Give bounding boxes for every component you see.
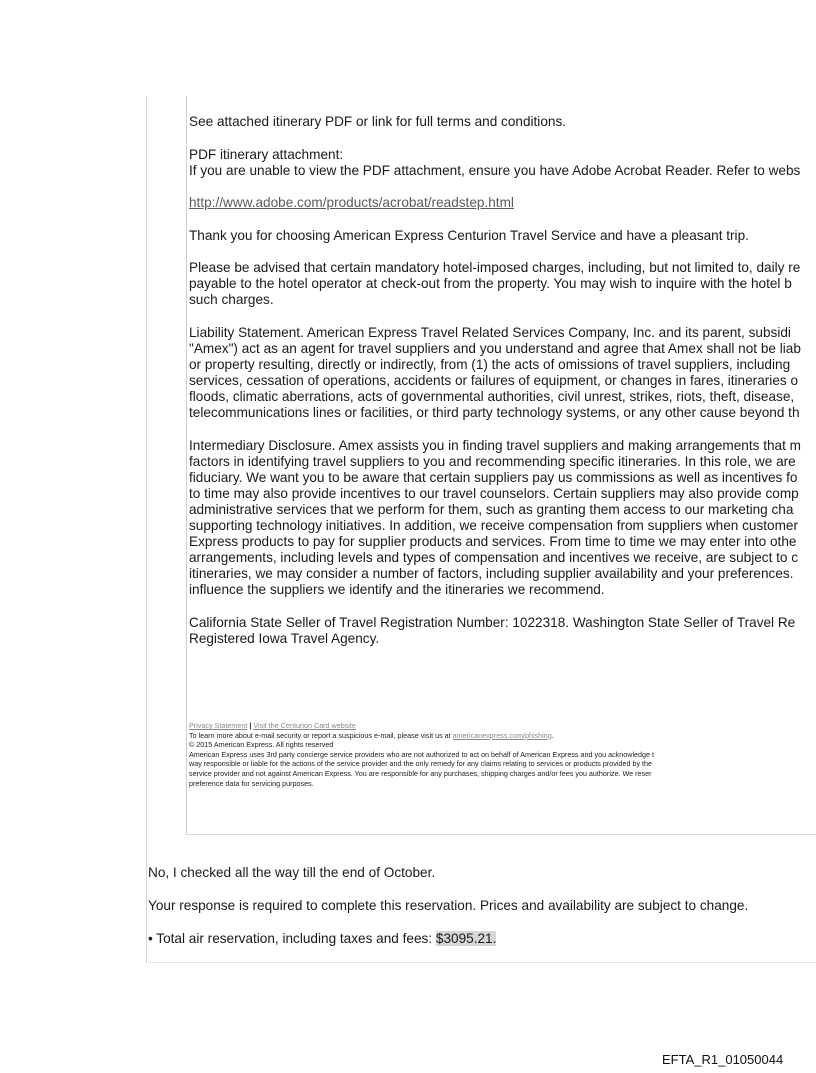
total-air-reservation-item xyxy=(148,931,496,947)
document-id: EFTA_R1_01050044 xyxy=(662,1052,784,1067)
total-amount: $3095.21. xyxy=(435,931,497,946)
liability-line-4: services, cessation of operations, accidents or failures of equipment, or changes in fares, itineraries o xyxy=(189,373,799,388)
intermediary-line-4: to time may also provide incentives to our travel counselors. Certain suppliers may also provide comp xyxy=(189,486,799,501)
pdf-unable-text: If you are unable to view the PDF attachment, ensure you have Adobe Acrobat Reader. Refer to webs xyxy=(189,163,801,178)
email-footer xyxy=(189,721,816,788)
intermediary-line-8: arrangements, including levels and types of compensation and incentives we receive, are subject to c xyxy=(189,550,799,565)
intermediary-line-7: Express products to pay for supplier products and services. From time to time we may enter into othe xyxy=(189,534,797,549)
hotel-charges-line-1: Please be advised that certain mandatory hotel-imposed charges, including, but not limited to, daily re xyxy=(189,260,801,275)
centurion-card-link[interactable]: Visit the Centurion Card website xyxy=(253,721,356,730)
registration-line-2: Registered Iowa Travel Agency. xyxy=(189,631,380,646)
hotel-charges-line-3: such charges. xyxy=(189,292,274,307)
intermediary-line-5: administrative services that we perform for them, such as granting them access to our marketing cha xyxy=(189,502,794,517)
hotel-charges-line-2: payable to the hotel operator at check-out from the property. You may wish to inquire with the hotel b xyxy=(189,276,792,291)
registration-line-1: California State Seller of Travel Registration Number: 1022318. Washington State Seller of Travel Re xyxy=(189,615,796,630)
phishing-link[interactable]: americanexpress.com/phishing xyxy=(452,730,552,740)
intermediary-line-10: influence the suppliers we identify and the itineraries we recommend. xyxy=(189,582,605,597)
liability-line-1: Liability Statement. American Express Travel Related Services Company, Inc. and its parent, subsidi xyxy=(189,325,791,340)
checked-line: No, I checked all the way till the end of October. xyxy=(148,865,436,880)
total-label: Total air reservation, including taxes and fees: xyxy=(156,931,433,946)
response-required-line: Your response is required to complete this reservation. Prices and availability are subject to change. xyxy=(148,898,749,913)
intermediary-line-6: supporting technology initiatives. In addition, we receive compensation from suppliers when customer xyxy=(189,518,799,533)
liability-line-6: telecommunications lines or facilities, or third party technology systems, or any other cause beyond th xyxy=(189,405,800,420)
adobe-reader-link-line xyxy=(189,195,816,211)
intermediary-line-3: fiduciary. We want you to be aware that certain suppliers pay us commissions as well as incentives fo xyxy=(189,470,798,485)
privacy-statement-link[interactable]: Privacy Statement xyxy=(189,721,248,730)
liability-line-2: "Amex") act as an agent for travel suppliers and you understand and agree that Amex shall not be liab xyxy=(189,341,801,356)
concierge-line-1: American Express uses 3rd party concierge service providers who are not authorized to act on behalf of American Express and you acknowledge t xyxy=(189,749,655,759)
security-text-end: . xyxy=(551,730,554,740)
security-text: To learn more about e-mail security or report a suspicious e-mail, please visit us at xyxy=(189,730,451,740)
concierge-line-2: way responsible or liable for the actions of the service provider and the only remedy for any claims relating to services or products provided by the xyxy=(189,759,653,769)
liability-line-5: floods, climatic aberrations, acts of governmental authorities, civil unrest, strikes, riots, theft, disease, xyxy=(189,389,795,404)
intermediary-line-2: factors in identifying travel suppliers to you and recommending specific itineraries. In this role, we are xyxy=(189,454,796,469)
adobe-reader-link[interactable]: http://www.adobe.com/products/acrobat/readstep.html xyxy=(189,195,514,210)
copyright-text: © 2015 American Express. All rights reserved xyxy=(189,740,334,750)
thanks-line: Thank you for choosing American Express Centurion Travel Service and have a pleasant trip. xyxy=(189,228,749,243)
concierge-line-3: service provider and not against American Express. You are responsible for any purchases, shipping charges and/or fees you authorize. We reser xyxy=(189,768,652,778)
terms-line: See attached itinerary PDF or link for full terms and conditions. xyxy=(189,114,567,129)
intermediary-line-1: Intermediary Disclosure. Amex assists you in finding travel suppliers and making arrangements that m xyxy=(189,438,801,453)
concierge-line-4: preference data for servicing purposes. xyxy=(189,778,314,788)
bullet: • xyxy=(148,931,153,946)
liability-line-3: or property resulting, directly or indirectly, from (1) the acts of omissions of travel suppliers, including xyxy=(189,357,791,372)
pdf-heading: PDF itinerary attachment: xyxy=(189,147,344,162)
intermediary-line-9: itineraries, we may consider a number of factors, including supplier availability and your preferences. xyxy=(189,566,794,581)
footer-separator: | xyxy=(249,721,252,730)
